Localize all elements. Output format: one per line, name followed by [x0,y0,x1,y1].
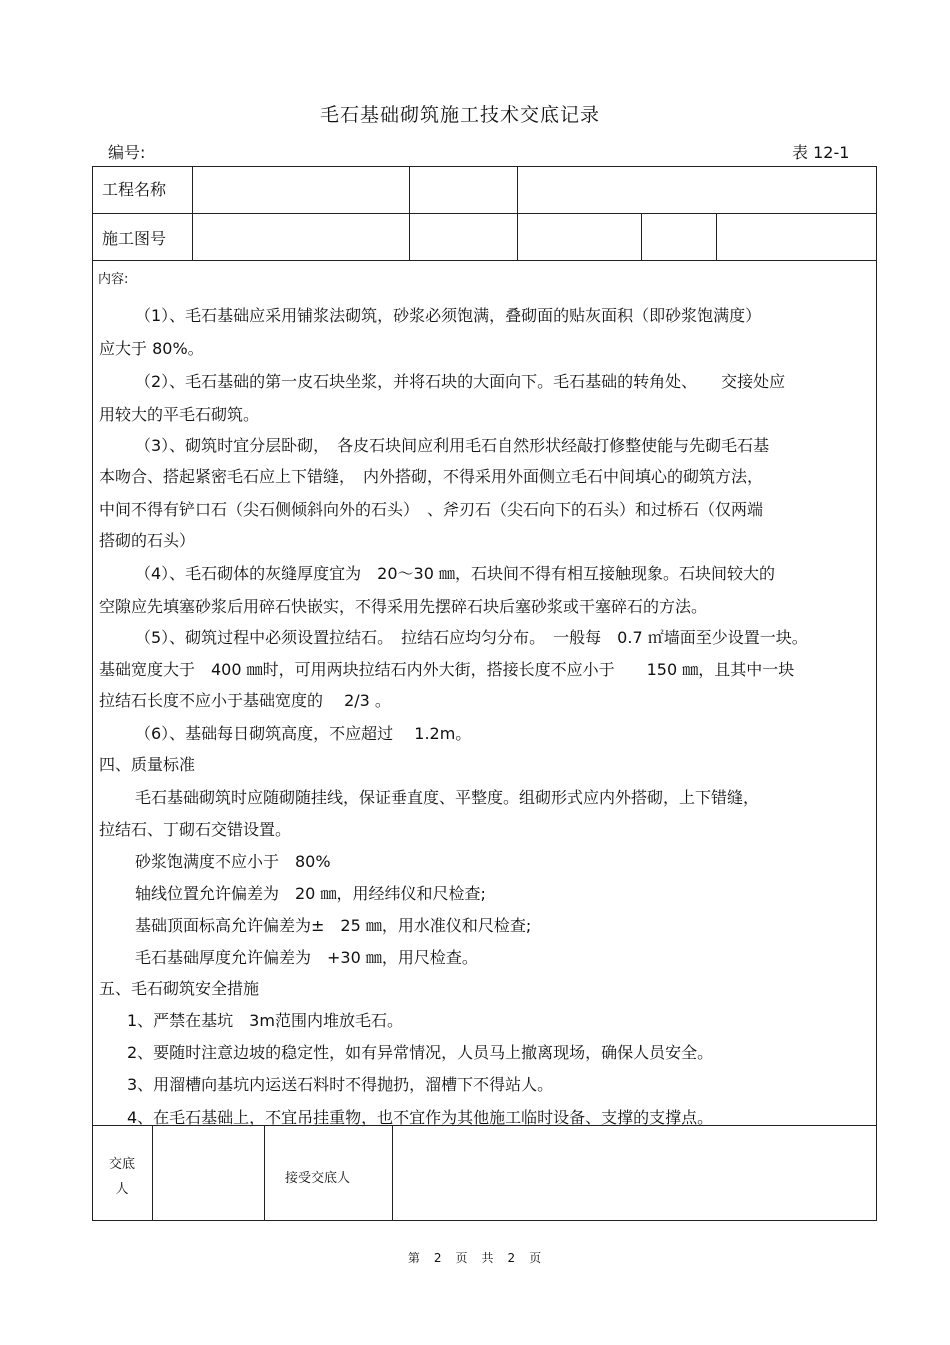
content-line: 用较大的平毛石砌筑。 [99,405,260,424]
section-heading: 五、毛石砌筑安全措施 [99,979,260,998]
content-line: 拉结石长度不应小于基础宽度的 2/3 。 [99,691,391,710]
content-line: 空隙应先填塞砂浆后用碎石快嵌实，不得采用先摆碎石块后塞砂浆或干塞碎石的方法。 [99,597,708,616]
content-label: 内容: [98,272,129,287]
project-name-label: 工程名称 [102,180,167,199]
content-line: 轴线位置允许偏差为 20 ㎜，用经纬仪和尺检查; [135,884,486,903]
content-line: 3、用溜槽向基坑内运送石料时不得抛扔，溜槽下不得站人。 [127,1075,554,1094]
content-line: （2）、毛石基础的第一皮石块坐浆，并将石块的大面向下。毛石基础的转角处、 交接处应 [135,372,786,391]
number-label: 编号: [108,143,146,162]
page-footer: 第 2 页 共 2 页 [407,1251,543,1265]
col-divider [392,1125,393,1221]
content-line: 应大于 80%。 [99,339,204,358]
section-heading: 四、质量标准 [99,755,196,774]
col-divider [264,1125,265,1221]
content-line: 中间不得有铲口石（尖石侧倾斜向外的石头） 、斧刃石（尖石向下的石头）和过桥石（仅两端 [99,500,764,519]
content-line: 拉结石、丁砌石交错设置。 [99,820,292,839]
content-line: （1）、毛石基础应采用铺浆法砌筑，砂浆必须饱满，叠砌面的贴灰面积（即砂浆饱满度） [135,306,762,325]
col-divider [641,213,642,260]
content-line: 基础宽度大于 400 ㎜时，可用两块拉结石内外大街，搭接长度不应小于 150 ㎜，且其中一块 [99,660,795,679]
receiver-label: 接受交底人 [285,1171,351,1186]
drawing-number-label: 施工图号 [102,229,167,248]
presenter-label-line: 人 [115,1182,129,1197]
col-divider [716,213,717,260]
presenter-label-line: 交底 [108,1157,135,1172]
content-line: 搭砌的石头） [99,531,196,550]
content-line: 基础顶面标高允许偏差为± 25 ㎜，用水准仪和尺检查; [135,916,532,935]
content-line: 2、要随时注意边坡的稳定性，如有异常情况，人员马上撤离现场，确保人员安全。 [127,1043,714,1062]
row-divider [92,260,877,261]
col-divider [152,1125,153,1221]
col-divider [192,166,193,260]
content-line: 本吻合、搭起紧密毛石应上下错缝， 内外搭砌，不得采用外面侧立毛石中间填心的砌筑方法， [99,467,764,486]
col-divider [517,166,518,260]
content-line: 毛石基础厚度允许偏差为 +30 ㎜，用尺检查。 [135,948,478,967]
content-line: 砂浆饱满度不应小于 80% [135,852,331,871]
document-title: 毛石基础砌筑施工技术交底记录 [319,104,600,126]
content-line: （3）、砌筑时宜分层卧砌， 各皮石块间应利用毛石自然形状经敲打修整使能与先砌毛石基 [135,436,770,455]
content-line: （6）、基础每日砌筑高度，不应超过 1.2m。 [135,724,472,743]
col-divider [409,166,410,260]
content-line: 1、严禁在基坑 3m范围内堆放毛石。 [127,1011,403,1030]
content-line: 毛石基础砌筑时应随砌随挂线，保证垂直度、平整度。组砌形式应内外搭砌，上下错缝， [135,788,760,807]
content-line: （4）、毛石砌体的灰缝厚度宜为 20～30 ㎜，石块间不得有相互接触现象。石块间较大的 [135,564,775,583]
row-divider [92,213,877,214]
content-line: 4、在毛石基础上，不宜吊挂重物，也不宜作为其他施工临时设备、支撑的支撑点。 [127,1108,714,1127]
table-number: 表 12-1 [792,143,850,162]
content-line: （5）、砌筑过程中必须设置拉结石。 拉结石应均匀分布。 一般每 0.7 ㎡墙面至少设置一块。 [135,628,808,647]
presenter-label [96,1152,148,1202]
